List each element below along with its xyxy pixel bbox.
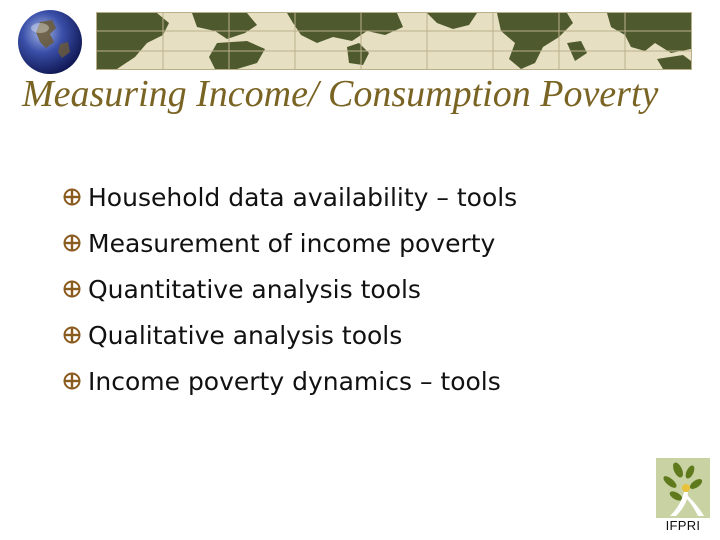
bullet-text: Income poverty dynamics – tools	[88, 366, 501, 396]
crosshair-bullet-icon	[62, 187, 82, 207]
logo-label: IFPRI	[665, 518, 701, 533]
bullet-text: Quantitative analysis tools	[88, 274, 421, 304]
crosshair-bullet-icon	[62, 325, 82, 345]
ifpri-leaf-logo	[656, 458, 710, 518]
ifpri-logo	[656, 458, 710, 534]
bullet-text: Qualitative analysis tools	[88, 320, 403, 350]
list-item	[62, 312, 517, 358]
bullet-text: Measurement of income poverty	[88, 228, 496, 258]
list-item	[62, 220, 517, 266]
crosshair-bullet-icon	[62, 371, 82, 391]
world-map-banner	[96, 12, 692, 70]
crosshair-bullet-icon	[62, 279, 82, 299]
slide-title: Measuring Income/ Consumption Poverty	[22, 73, 659, 115]
crosshair-bullet-icon	[62, 233, 82, 253]
globe-icon	[16, 8, 84, 76]
bullet-text: Household data availability – tools	[88, 182, 518, 212]
list-item	[62, 266, 517, 312]
list-item	[62, 358, 517, 404]
bullet-list	[62, 174, 517, 404]
list-item	[62, 174, 517, 220]
